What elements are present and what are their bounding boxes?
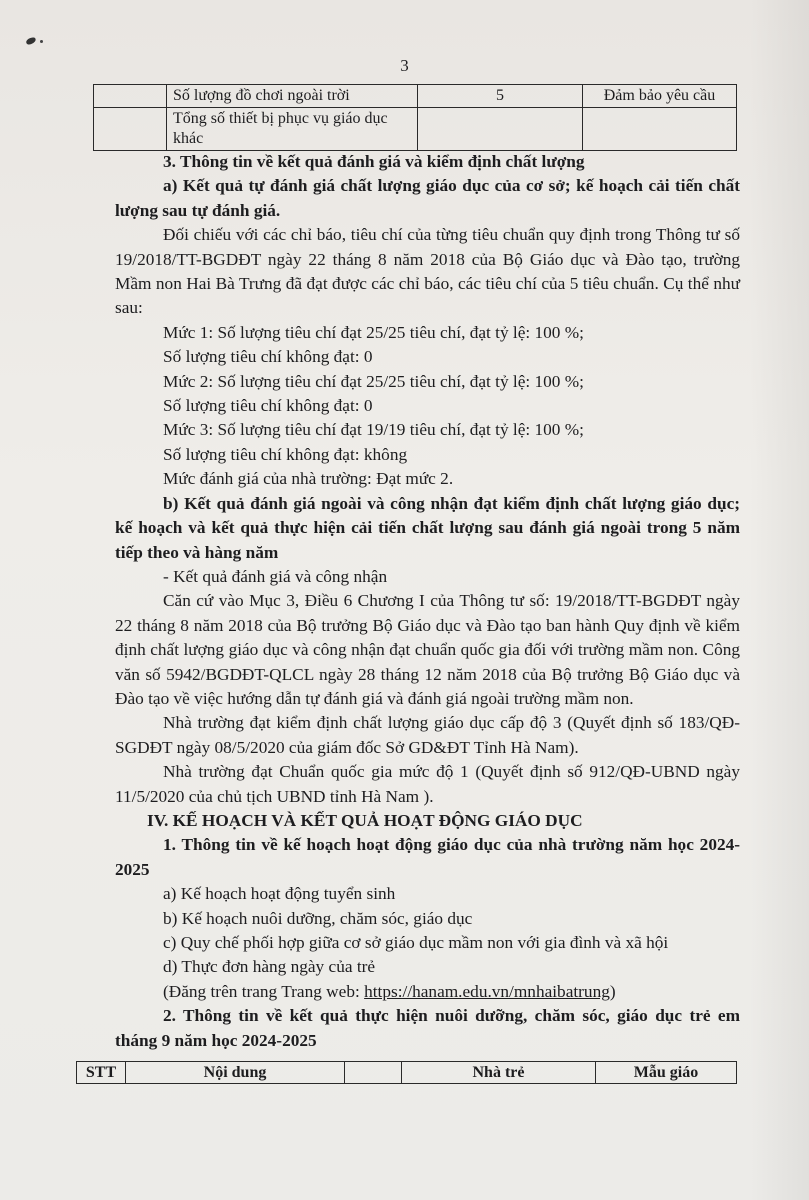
website-note: (Đăng trên trang Trang web: https://hanam.edu.vn/mnhaibatrung) xyxy=(163,981,616,1001)
document-body xyxy=(115,150,740,1053)
results-table-header xyxy=(76,1061,737,1084)
header-cell xyxy=(345,1062,402,1084)
ink-speck xyxy=(25,36,36,45)
plan-item: b) Kế hoạch nuôi dưỡng, chăm sóc, giáo dục xyxy=(163,908,473,928)
section-3a-heading: a) Kết quả tự đánh giá chất lượng giáo dục của cơ sở; kế hoạch cải tiến chất lượng sau tự đánh giá. xyxy=(115,176,740,220)
table-header-row xyxy=(77,1062,737,1084)
quantity-cell xyxy=(418,108,583,151)
header-cell: Nội dung xyxy=(126,1062,345,1084)
section-3b-paragraph: Nhà trường đạt kiểm định chất lượng giáo dục cấp độ 3 (Quyết định số 183/QĐ-SGDĐT ngày 08/5/2020 của giám đốc Sở GD&ĐT Tỉnh Hà Nam). xyxy=(115,713,740,757)
section-3b-subheading: - Kết quả đánh giá và công nhận xyxy=(163,566,388,586)
quantity-cell: 5 xyxy=(418,85,583,108)
section-4-2-heading: 2. Thông tin về kết quả thực hiện nuôi dưỡng, chăm sóc, giáo dục trẻ em tháng 9 năm học 2024-2025 xyxy=(115,1006,740,1050)
level-line: Số lượng tiêu chí không đạt: 0 xyxy=(163,396,373,416)
item-cell: Tổng số thiết bị phục vụ giáo dục khác xyxy=(167,108,418,151)
section-4-heading: IV. KẾ HOẠCH VÀ KẾT QUẢ HOẠT ĐỘNG GIÁO DỤC xyxy=(147,810,583,830)
section-3b-paragraph: Nhà trường đạt Chuẩn quốc gia mức độ 1 (Quyết định số 912/QĐ-UBND ngày 11/5/2020 của chủ tịch UBND tỉnh Hà Nam ). xyxy=(115,762,740,806)
level-line: Mức 2: Số lượng tiêu chí đạt 25/25 tiêu chí, đạt tỷ lệ: 100 %; xyxy=(163,371,584,391)
section-3b-heading: b) Kết quả đánh giá ngoài và công nhận đạt kiểm định chất lượng giáo dục; kế hoạch và kết quả thực hiện cải tiến chất lượng sau đánh giá ngoài trong 5 năm tiếp theo và hàng năm xyxy=(115,493,740,562)
level-line: Mức 1: Số lượng tiêu chí đạt 25/25 tiêu chí, đạt tỷ lệ: 100 %; xyxy=(163,322,584,342)
ink-dot xyxy=(40,40,43,43)
header-cell: Mẫu giáo xyxy=(596,1062,737,1084)
website-link[interactable]: https://hanam.edu.vn/mnhaibatrung xyxy=(364,981,610,1001)
section-3b-paragraph: Căn cứ vào Mục 3, Điều 6 Chương I của Thông tư số: 19/2018/TT-BGDĐT ngày 22 tháng 8 năm 2018 của Bộ trưởng Bộ Giáo dục và Đào tạo ban hành Quy định về kiểm định chất lượng giáo dục và công nhận đạt chuẩn quốc gia đối với trường mầm non. Công văn số 5942/BGDĐT-QLCL ngày 28 tháng 12 năm 2018 của Bộ trưởng Bộ Giáo dục và Đào tạo về việc hướng dẫn tự đánh giá và đánh giá ngoài trường mầm non. xyxy=(115,591,740,708)
note-cell: Đảm bảo yêu cầu xyxy=(583,85,737,108)
level-line: Số lượng tiêu chí không đạt: 0 xyxy=(163,347,373,367)
equipment-table xyxy=(93,84,737,151)
level-line: Số lượng tiêu chí không đạt: không xyxy=(163,444,408,464)
section-3a-paragraph: Đối chiếu với các chỉ báo, tiêu chí của từng tiêu chuẩn quy định trong Thông tư số 19/2018/TT-BGDĐT ngày 22 tháng 8 năm 2018 của Bộ Giáo dục và Đào tạo, trường Mầm non Hai Bà Trưng đã đạt được các chỉ báo, các tiêu chí của 5 tiêu chuẩn. Cụ thể như sau: xyxy=(115,225,740,318)
header-cell: Nhà trẻ xyxy=(402,1062,596,1084)
table-row xyxy=(94,85,737,108)
page-shadow xyxy=(749,0,809,1200)
section-4-1-heading: 1. Thông tin về kế hoạch hoạt động giáo dục của nhà trường năm học 2024-2025 xyxy=(115,835,740,879)
level-line: Mức 3: Số lượng tiêu chí đạt 19/19 tiêu chí, đạt tỷ lệ: 100 %; xyxy=(163,420,584,440)
plan-item: a) Kế hoạch hoạt động tuyển sinh xyxy=(163,884,396,904)
note-cell xyxy=(583,108,737,151)
section-3-heading: 3. Thông tin về kết quả đánh giá và kiểm định chất lượng xyxy=(163,152,585,171)
level-line: Mức đánh giá của nhà trường: Đạt mức 2. xyxy=(163,469,454,489)
page-number: 3 xyxy=(400,56,409,75)
plan-item: c) Quy chế phối hợp giữa cơ sở giáo dục mầm non với gia đình và xã hội xyxy=(163,933,669,952)
header-cell: STT xyxy=(77,1062,126,1084)
table-row xyxy=(94,108,737,151)
plan-item: d) Thực đơn hàng ngày của trẻ xyxy=(163,957,376,977)
item-cell: Số lượng đồ chơi ngoài trời xyxy=(167,85,418,108)
